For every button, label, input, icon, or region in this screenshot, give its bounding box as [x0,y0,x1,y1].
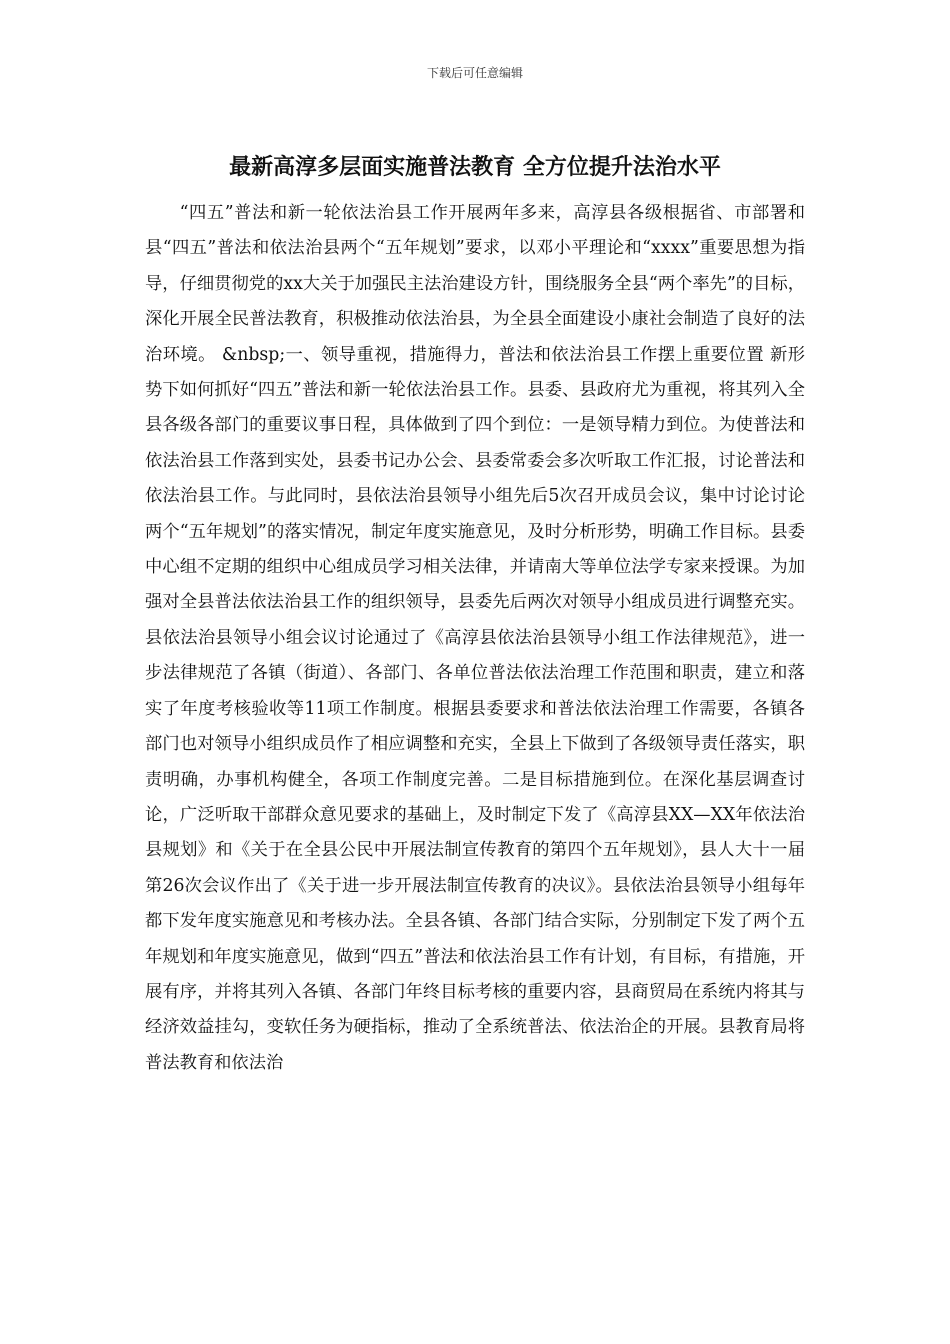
body-paragraph: “四五”普法和新一轮依法治县工作开展两年多来，高淳县各级根据省、市部署和县“四五”普法和依法治县两个“五年规划”要求，以邓小平理论和“xxxx”重要思想为指导，仔细贯彻党的xx大关于加强民主法治建设方针，围绕服务全县“两个率先”的目标，深化开展全民普法教育，积极推动依法治县，为全县全面建设小康社会制造了良好的法治环境。 &nbsp;一、领导重视，措施得力，普法和依法治县工作摆上重要位置 新形势下如何抓好“四五”普法和新一轮依法治县工作。县委、县政府尤为重视，将其列入全县各级各部门的重要议事日程，具体做到了四个到位：一是领导精力到位。为使普法和依法治县工作落到实处，县委书记办公会、县委常委会多次听取工作汇报，讨论普法和依法治县工作。与此同时，县依法治县领导小组先后5次召开成员会议，集中讨论讨论两个“五年规划”的落实情况，制定年度实施意见，及时分析形势，明确工作目标。县委中心组不定期的组织中心组成员学习相关法律，并请南大等单位法学专家来授课。为加强对全县普法依法治县工作的组织领导，县委先后两次对领导小组成员进行调整充实。县依法治县领导小组会议讨论通过了《高淳县依法治县领导小组工作法律规范》，进一步法律规范了各镇（街道）、各部门、各单位普法依法治理工作范围和职责，建立和落实了年度考核验收等11项工作制度。根据县委要求和普法依法治理工作需要，各镇各部门也对领导小组织成员作了相应调整和充实，全县上下做到了各级领导责任落实，职责明确，办事机构健全，各项工作制度完善。二是目标措施到位。在深化基层调查讨论，广泛听取干部群众意见要求的基础上，及时制定下发了《高淳县XX—XX年依法治县规划》和《关于在全县公民中开展法制宣传教育的第四个五年规划》，县人大十一届第26次会议作出了《关于进一步开展法制宣传教育的决议》。县依法治县领导小组每年都下发年度实施意见和考核办法。全县各镇、各部门结合实际，分别制定下发了两个五年规划和年度实施意见，做到“四五”普法和依法治县工作有计划，有目标，有措施，开展有序，并将其列入各镇、各部门年终目标考核的重要内容，县商贸局在系统内将其与经济效益挂勾，变软任务为硬指标，推动了全系统普法、依法治企的开展。县教育局将普法教育和依法治 [145,203,805,1073]
document-title: 最新高淳多层面实施普法教育 全方位提升法治水平 [229,155,721,180]
header-note: 下载后可任意编辑 [426,66,523,80]
